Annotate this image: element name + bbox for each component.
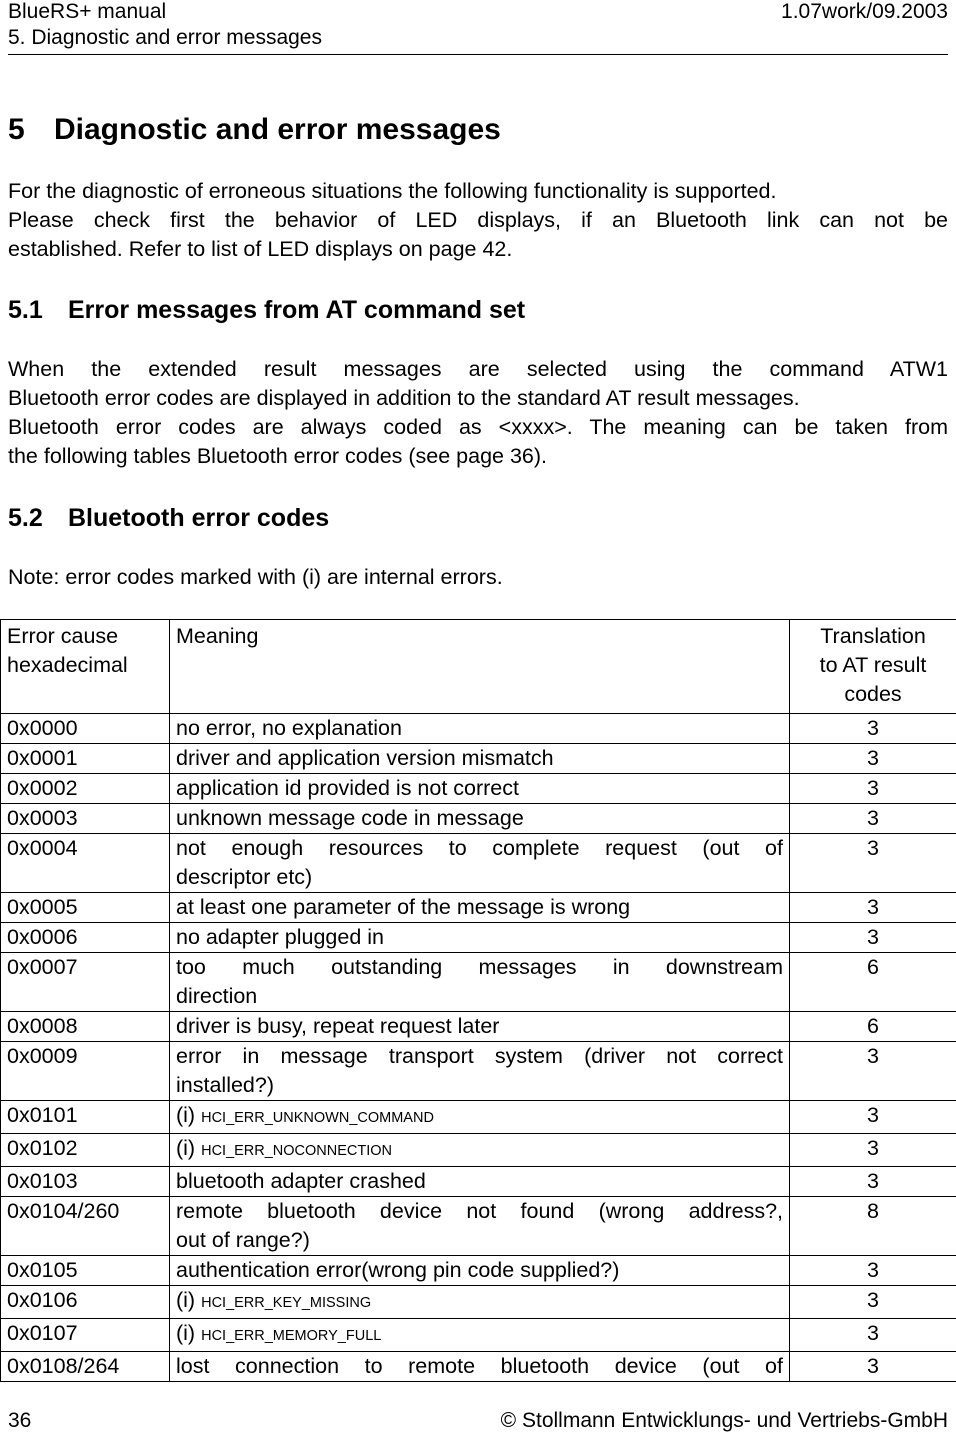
- error-meaning: bluetooth adapter crashed: [170, 1167, 790, 1197]
- section-5-1-title: Error messages from AT command set: [68, 296, 526, 324]
- header-chapter: 5. Diagnostic and error messages: [8, 26, 322, 49]
- header-meaning: Meaning: [170, 620, 790, 714]
- error-meaning-line: lost connection to remote bluetooth device (out of: [176, 1354, 783, 1378]
- error-code: 0x0101: [1, 1101, 170, 1134]
- at-result-code: 3: [790, 804, 956, 834]
- section-5-2-note: Note: error codes marked with (i) are internal errors.: [8, 565, 503, 589]
- error-code: 0x0000: [1, 714, 170, 744]
- paragraph-line: Please check first the behavior of LED displays, if an Bluetooth link can not be: [8, 208, 948, 232]
- table-row: [1, 893, 956, 923]
- at-result-code: 3: [790, 923, 956, 953]
- error-code: 0x0007: [1, 953, 170, 1012]
- error-meaning: [170, 834, 790, 893]
- footer-page-number: 36: [8, 1409, 32, 1432]
- error-code: 0x0107: [1, 1319, 170, 1352]
- at-result-code: 6: [790, 953, 956, 1012]
- error-code: 0x0106: [1, 1286, 170, 1319]
- error-code: 0x0001: [1, 744, 170, 774]
- error-meaning-line: error in message transport system (driver not correct: [176, 1044, 783, 1068]
- header-rule: [8, 54, 948, 55]
- error-meaning: driver and application version mismatch: [170, 744, 790, 774]
- paragraph-line: established. Refer to list of LED displays on page 42.: [8, 237, 513, 261]
- at-result-code: 3: [790, 1256, 956, 1286]
- error-code: 0x0003: [1, 804, 170, 834]
- at-result-code: 3: [790, 834, 956, 893]
- section-5-2-number: 5.2: [8, 504, 43, 532]
- hci-error-name: HCI_ERR_KEY_MISSING: [201, 1295, 372, 1311]
- hci-error-name: HCI_ERR_NOCONNECTION: [201, 1143, 393, 1159]
- error-meaning: [170, 1286, 790, 1319]
- error-meaning: [170, 1134, 790, 1167]
- internal-marker: (i): [176, 1321, 196, 1345]
- footer-copyright: © Stollmann Entwicklungs- und Vertriebs-GmbH: [500, 1409, 948, 1432]
- header-title: BlueRS+ manual: [8, 0, 167, 23]
- at-result-code: 3: [790, 774, 956, 804]
- at-result-code: 8: [790, 1197, 956, 1256]
- error-meaning-line: not enough resources to complete request (out of: [176, 836, 783, 860]
- error-meaning: [170, 1319, 790, 1352]
- error-meaning-line: installed?): [176, 1073, 274, 1097]
- paragraph-line: the following tables Bluetooth error codes (see page 36).: [8, 444, 548, 468]
- section-5-1-heading: [8, 295, 525, 325]
- error-meaning: [170, 1042, 790, 1101]
- at-result-code: 3: [790, 1352, 956, 1382]
- table-row: [1, 804, 956, 834]
- error-meaning: [170, 1352, 790, 1382]
- internal-marker: (i): [176, 1103, 196, 1127]
- table-row: [1, 1319, 956, 1352]
- table-row: [1, 1042, 956, 1101]
- error-code: 0x0004: [1, 834, 170, 893]
- section-5-heading: [8, 112, 501, 148]
- header-at-line: codes: [844, 682, 902, 706]
- error-meaning-line: too much outstanding messages in downstream: [176, 955, 783, 979]
- at-result-code: 3: [790, 1042, 956, 1101]
- paragraph-line: Bluetooth error codes are displayed in addition to the standard AT result messages.: [8, 386, 800, 410]
- error-code: 0x0006: [1, 923, 170, 953]
- section-5-2-title: Bluetooth error codes: [68, 504, 330, 532]
- hci-error-name: HCI_ERR_MEMORY_FULL: [201, 1328, 382, 1344]
- table-row: [1, 1197, 956, 1256]
- error-meaning: [170, 1197, 790, 1256]
- paragraph-line: For the diagnostic of erroneous situations the following functionality is supported.: [8, 179, 777, 203]
- error-meaning: unknown message code in message: [170, 804, 790, 834]
- error-meaning: authentication error(wrong pin code supplied?): [170, 1256, 790, 1286]
- error-meaning-line: remote bluetooth device not found (wrong address?,: [176, 1199, 783, 1223]
- error-code: 0x0108/264: [1, 1352, 170, 1382]
- header-error-cause: [1, 620, 170, 714]
- header-version: 1.07work/09.2003: [781, 0, 948, 23]
- at-result-code: 3: [790, 714, 956, 744]
- header-at-line: to AT result: [819, 653, 927, 677]
- internal-marker: (i): [176, 1288, 196, 1312]
- internal-marker: (i): [176, 1136, 196, 1160]
- at-result-code: 3: [790, 1101, 956, 1134]
- table-row: [1, 1286, 956, 1319]
- table-row: [1, 1256, 956, 1286]
- table-row: [1, 1352, 956, 1382]
- at-result-code: 3: [790, 744, 956, 774]
- table-row: [1, 1012, 956, 1042]
- error-code: 0x0103: [1, 1167, 170, 1197]
- error-meaning: at least one parameter of the message is wrong: [170, 893, 790, 923]
- header-error-cause-line: Error cause: [7, 624, 119, 648]
- error-meaning-line: descriptor etc): [176, 865, 313, 889]
- error-code: 0x0009: [1, 1042, 170, 1101]
- table-row: [1, 1101, 956, 1134]
- hci-error-name: HCI_ERR_UNKNOWN_COMMAND: [201, 1110, 434, 1126]
- table-row: [1, 1134, 956, 1167]
- error-meaning: application id provided is not correct: [170, 774, 790, 804]
- section-5-number: 5: [8, 113, 25, 146]
- error-meaning: no adapter plugged in: [170, 923, 790, 953]
- error-code: 0x0105: [1, 1256, 170, 1286]
- at-result-code: 3: [790, 893, 956, 923]
- header-error-cause-line: hexadecimal: [7, 653, 128, 677]
- table-row: [1, 1167, 956, 1197]
- error-meaning: [170, 953, 790, 1012]
- error-meaning: [170, 1101, 790, 1134]
- header-at-line: Translation: [820, 624, 926, 648]
- header-at-translation: [790, 620, 956, 714]
- at-result-code: 3: [790, 1286, 956, 1319]
- error-meaning-line: direction: [176, 984, 258, 1008]
- paragraph-line: When the extended result messages are selected using the command ATW1: [8, 357, 948, 381]
- section-5-1-number: 5.1: [8, 296, 43, 324]
- table-row: [1, 834, 956, 893]
- error-code: 0x0104/260: [1, 1197, 170, 1256]
- error-code: 0x0008: [1, 1012, 170, 1042]
- table-row: [1, 714, 956, 744]
- error-code: 0x0102: [1, 1134, 170, 1167]
- at-result-code: 3: [790, 1134, 956, 1167]
- error-meaning: no error, no explanation: [170, 714, 790, 744]
- section-5-title: Diagnostic and error messages: [54, 113, 501, 146]
- at-result-code: 3: [790, 1167, 956, 1197]
- error-code-table: [0, 619, 956, 1382]
- table-header-row: [1, 620, 956, 714]
- at-result-code: 6: [790, 1012, 956, 1042]
- table-row: [1, 744, 956, 774]
- at-result-code: 3: [790, 1319, 956, 1352]
- table-row: [1, 953, 956, 1012]
- error-meaning: driver is busy, repeat request later: [170, 1012, 790, 1042]
- section-5-1-paragraph: [8, 355, 948, 471]
- table-row: [1, 774, 956, 804]
- error-meaning-line: out of range?): [176, 1228, 310, 1252]
- paragraph-line: Bluetooth error codes are always coded as <xxxx>. The meaning can be taken from: [8, 415, 948, 439]
- error-code: 0x0002: [1, 774, 170, 804]
- table-row: [1, 923, 956, 953]
- section-5-paragraph: [8, 177, 948, 264]
- section-5-2-heading: [8, 503, 329, 533]
- error-code: 0x0005: [1, 893, 170, 923]
